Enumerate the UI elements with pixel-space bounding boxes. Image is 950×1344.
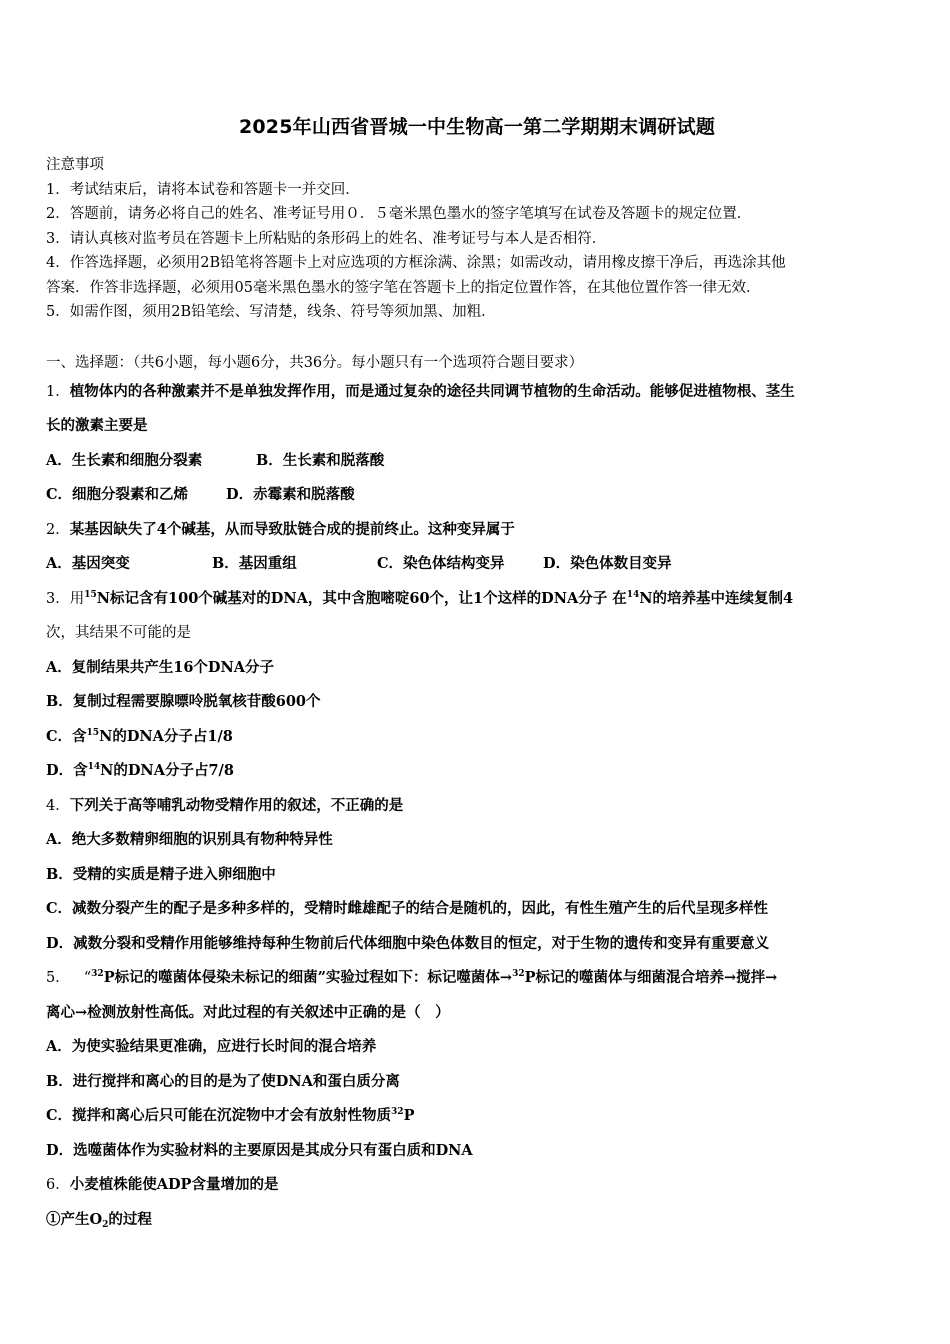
isotope-superscript: 32 [512, 969, 525, 979]
option-c: C．细胞分裂素和乙烯 [46, 486, 189, 503]
isotope-superscript: 15 [86, 727, 100, 738]
question-5 [46, 961, 908, 996]
question-1 [46, 375, 908, 410]
question-stem-part: 用 [69, 590, 85, 607]
option-text: C．搅拌和离心后只可能在沉淀物中才会有放射性物质 [46, 1107, 392, 1124]
option-b: B．生长素和脱落酸 [256, 451, 385, 469]
question-stem-part: N的培养基中连续复制4 [639, 589, 794, 607]
option-b: B．复制过程需要腺嘌呤脱氧核苷酸600个 [46, 693, 321, 710]
isotope-superscript: 15 [84, 589, 97, 600]
option-d: D．选噬菌体作为实验材料的主要原因是其成分只有蛋白质和DNA [46, 1141, 473, 1159]
option-a: A．基因突变 [46, 555, 130, 572]
question-number: 1． [46, 383, 70, 400]
question-stem-part: P标记的噬菌体侵染未标记的细菌”实验过程如下：标记噬菌体→ [103, 969, 513, 986]
question-1-stem-cont: 长的激素主要是 [46, 417, 148, 434]
option-a: A．生长素和细胞分裂素 [46, 451, 203, 469]
question-2-options [46, 547, 908, 582]
question-stem-part: “ [83, 970, 92, 986]
isotope-superscript: 14 [626, 589, 640, 600]
option-text: D．含 [46, 762, 88, 779]
option-b: B．受精的实质是精子进入卵细胞中 [46, 865, 276, 883]
exam-page [46, 112, 908, 1237]
option-d [46, 754, 908, 789]
question-2 [46, 513, 908, 548]
question-number: 2． [46, 521, 70, 538]
option-b: B．进行搅拌和离心的目的是为了使DNA和蛋白质分离 [46, 1072, 400, 1090]
question-6 [46, 1168, 908, 1203]
question-number: 6． [46, 1177, 70, 1193]
option-a: A．为使实验结果更准确，应进行长时间的混合培养 [46, 1038, 377, 1055]
isotope-superscript: 32 [391, 1107, 404, 1117]
option-a: A．绝大多数精卵细胞的识别具有物种特异性 [46, 831, 333, 848]
subscript: 2 [102, 1219, 109, 1230]
option-a: A．复制结果共产生16个DNA分子 [46, 658, 275, 676]
item-text: 的过程 [108, 1210, 152, 1228]
question-3 [46, 582, 908, 617]
option-text: N的DNA分子占7/8 [100, 762, 234, 779]
question-1-options-row-1 [46, 444, 908, 479]
question-4 [46, 789, 908, 824]
question-1-options-row-2 [46, 478, 908, 513]
notice-item: 2．答题前，请务必将自己的姓名、准考证号用０．５毫米黑色墨水的签字笔填写在试卷及答题卡的规定位置． [46, 206, 752, 222]
question-stem-part: 次，其结果不可能的是 [46, 625, 191, 641]
section-heading: 一、选择题：（共6小题，每小题6分，共36分。每小题只有一个选项符合题目要求） [46, 354, 584, 371]
option-c [46, 720, 908, 755]
question-6-item-1 [46, 1203, 908, 1238]
notice-item: 5．如需作图，须用2B铅笔绘、写清楚，线条、符号等须加黑、加粗． [46, 304, 496, 320]
option-text: C．含 [46, 727, 87, 745]
question-number: 5． [46, 970, 70, 986]
notice-block [46, 153, 908, 325]
item-text: ①产生O [46, 1210, 103, 1228]
notice-heading: 注意事项 [46, 157, 104, 173]
option-d: D．减数分裂和受精作用能够维持每种生物前后代体细胞中染色体数目的恒定，对于生物的遗传和变异有重要意义 [46, 934, 770, 952]
notice-item: 1．考试结束后，请将本试卷和答题卡一并交回． [46, 181, 360, 198]
question-stem: 小麦植株能使ADP含量增加的是 [69, 1176, 279, 1193]
question-5-stem-cont: 离心→检测放射性高低。对此过程的有关叙述中正确的是（ ） [46, 1003, 450, 1021]
page-title: 2025年山西省晋城一中生物高一第二学期期末调研试题 [238, 116, 716, 138]
question-stem: 植物体内的各种激素并不是单独发挥作用，而是通过复杂的途径共同调节植物的生命活动。能够促进植物根、茎生 [69, 382, 795, 400]
notice-item: 3．请认真核对监考员在答题卡上所粘贴的条形码上的姓名、准考证号与本人是否相符． [46, 230, 607, 247]
option-c: C．减数分裂产生的配子是多种多样的，受精时雌雄配子的结合是随机的，因此，有性生殖产生的后代呈现多样性 [46, 900, 769, 917]
option-text: N的DNA分子占1/8 [99, 727, 233, 745]
question-number: 4． [46, 797, 70, 814]
question-number: 3． [46, 590, 70, 607]
option-c: C．染色体结构变异 [377, 555, 505, 572]
notice-item: 答案．作答非选择题，必须用05毫米黑色墨水的签字笔在答题卡上的指定位置作答，在其他位置作答一律无效． [46, 279, 761, 296]
isotope-superscript: 32 [91, 969, 104, 979]
option-d: D．染色体数目变异 [543, 555, 672, 572]
question-3-stem-cont [46, 616, 908, 651]
question-stem: 下列关于高等哺乳动物受精作用的叙述，不正确的是 [69, 796, 404, 814]
isotope-superscript: 14 [87, 762, 101, 772]
notice-item: 4．作答选择题，必须用2B铅笔将答题卡上对应选项的方框涂满、涂黑；如需改动，请用橡皮擦干净后，再选涂其他 [46, 255, 786, 271]
option-c [46, 1099, 908, 1134]
option-d: D．赤霉素和脱落酸 [226, 486, 355, 503]
option-b: B．基因重组 [212, 555, 297, 572]
question-stem-part: N标记含有100个碱基对的DNA，其中含胞嘧啶60个，让1个这样的DNA分子 在 [96, 589, 627, 607]
question-stem: 某基因缺失了4个碱基，从而导致肽链合成的提前终止。这种变异属于 [69, 520, 515, 538]
question-stem-part: P标记的噬菌体与细菌混合培养→搅拌→ [524, 969, 778, 986]
option-text: P [403, 1107, 415, 1124]
